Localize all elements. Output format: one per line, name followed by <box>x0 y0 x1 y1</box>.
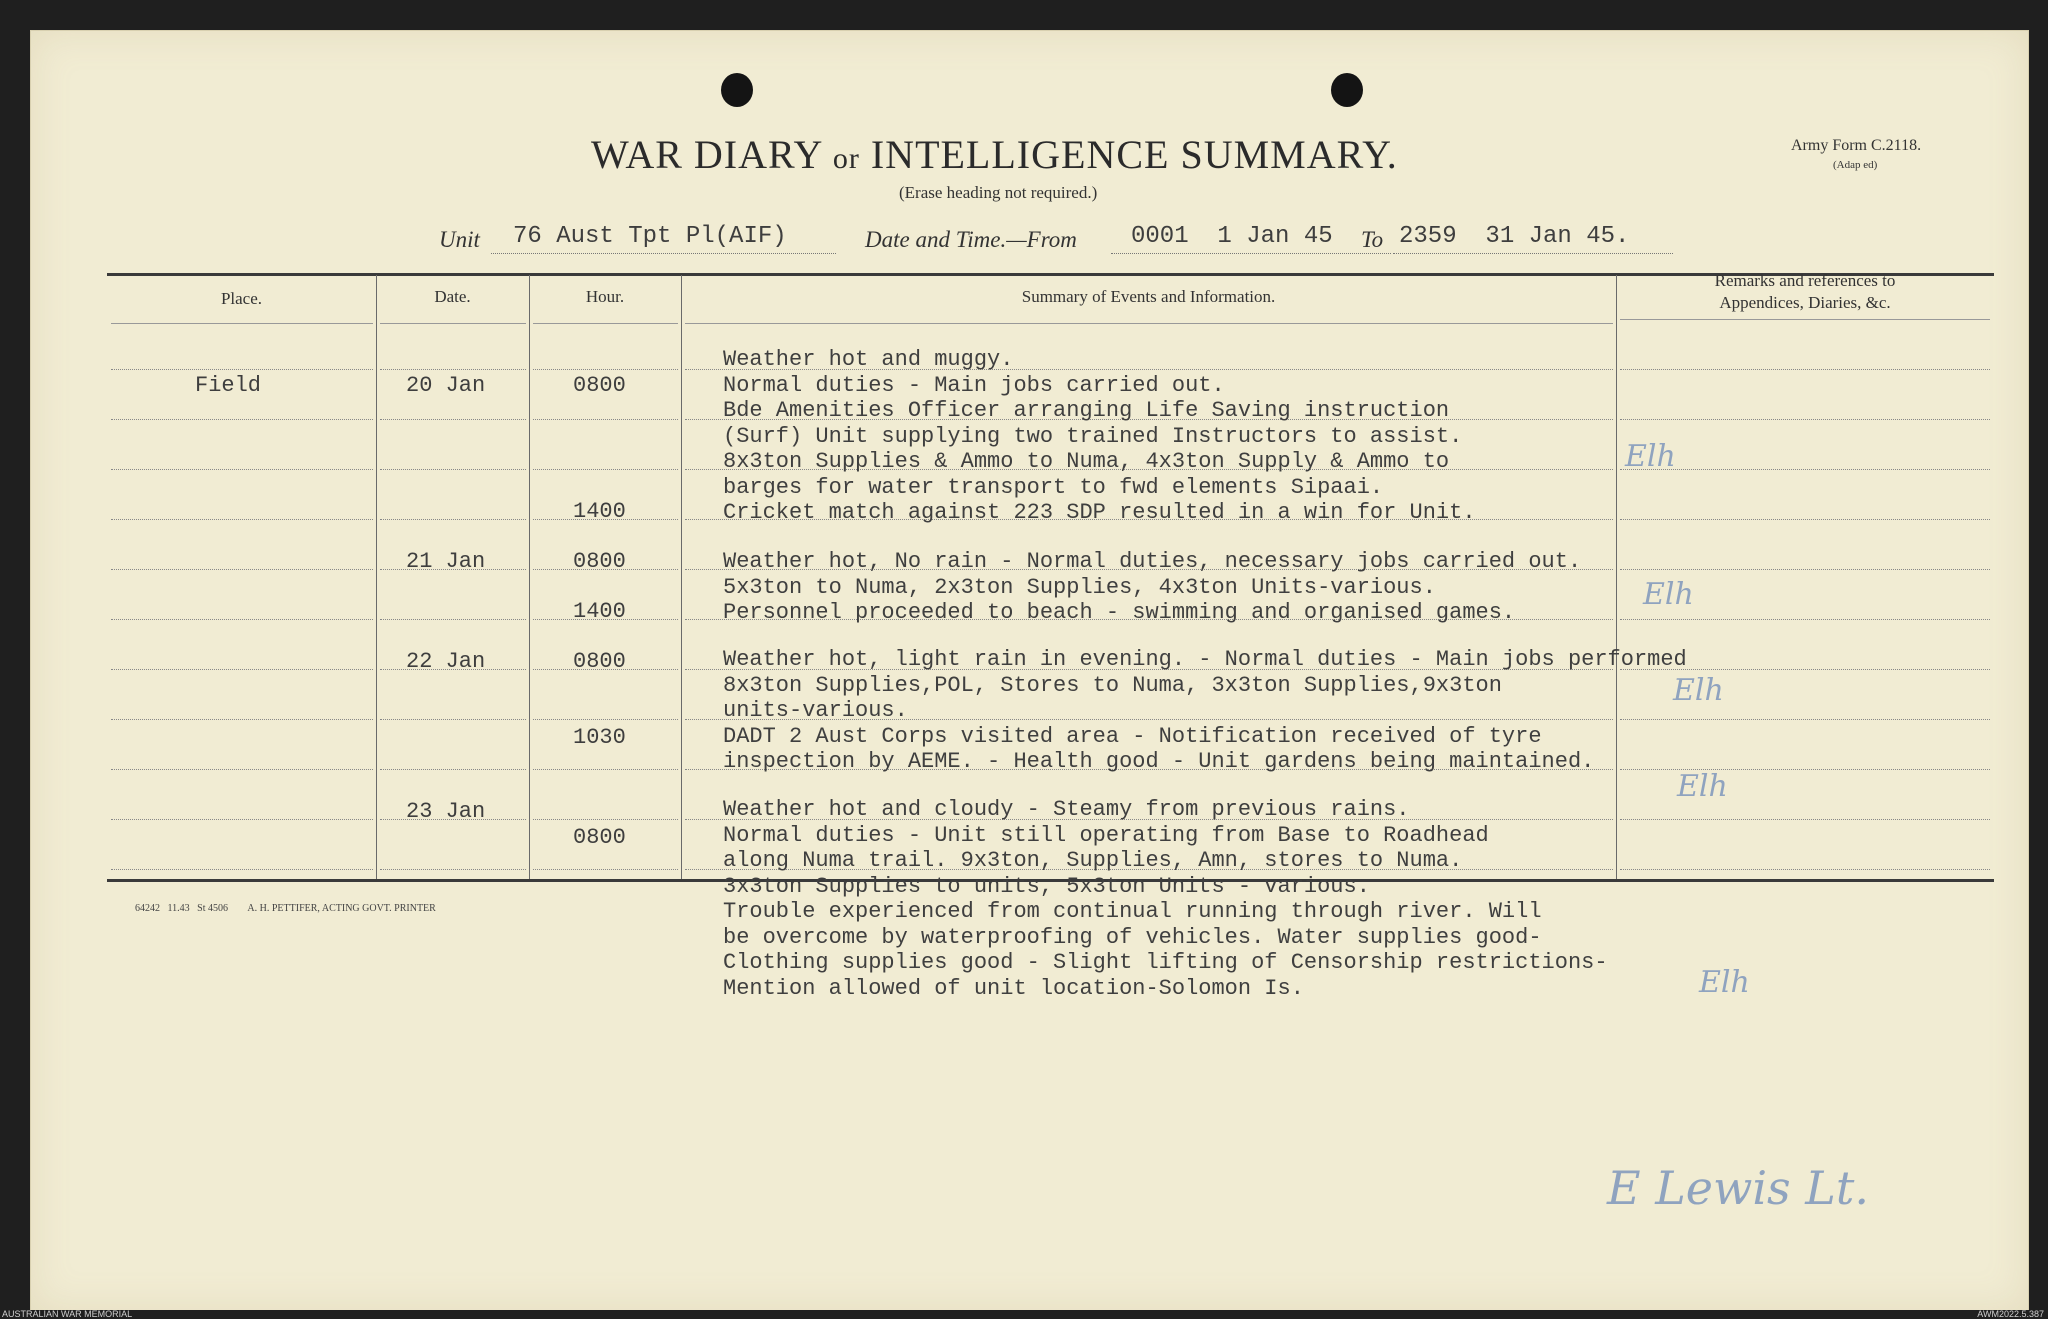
row-rule <box>111 369 373 370</box>
row-rule <box>111 619 373 620</box>
summary-line: Weather hot and muggy. <box>723 347 1014 372</box>
column-divider <box>1616 275 1617 879</box>
initials-mark: Elh <box>1643 577 1694 612</box>
row-rule <box>380 619 526 620</box>
row-rule <box>380 469 526 470</box>
header-underline <box>533 323 678 324</box>
title-part2: INTELLIGENCE SUMMARY. <box>870 132 1398 177</box>
summary-block-21-jan <box>723 549 1581 626</box>
summary-line: 8x3ton Supplies,POL, Stores to Numa, 3x3ton Supplies,9x3ton <box>723 672 1502 698</box>
summary-line: Weather hot, No rain - Normal duties, necessary jobs carried out. <box>723 549 1582 574</box>
unit-value: 76 Aust Tpt Pl(AIF) <box>513 223 787 250</box>
row-rule <box>533 719 678 720</box>
header-place: Place. <box>220 289 263 308</box>
army-form-label: Army Form C.2118. <box>1791 137 1922 154</box>
officer-signature: E Lewis Lt. <box>1607 1161 1869 1215</box>
date-cell: 22 Jan <box>406 649 486 674</box>
row-rule <box>380 869 526 870</box>
row-rule <box>111 669 373 670</box>
row-rule <box>111 819 373 820</box>
archive-footer-bar <box>0 1310 2048 1319</box>
to-underline <box>1393 253 1673 254</box>
initials-mark: Elh <box>1699 965 1750 1000</box>
summary-line: Weather hot and cloudy - Steamy from previous rains. <box>723 797 1410 822</box>
row-rule <box>533 469 678 470</box>
summary-line: Personnel proceeded to beach - swimming and organised games. <box>723 600 1516 625</box>
row-rule <box>1620 819 1990 820</box>
initials-mark: Elh <box>1673 673 1724 708</box>
row-rule <box>111 769 373 770</box>
date-time-label: Date and Time.—From <box>865 227 1077 252</box>
column-divider <box>376 275 377 879</box>
column-divider <box>681 275 682 879</box>
summary-line: 5x3ton to Numa, 2x3ton Supplies, 4x3ton Units-various. <box>723 574 1436 600</box>
row-rule <box>1620 519 1990 520</box>
punch-hole <box>1331 73 1363 107</box>
header-underline <box>380 323 526 324</box>
to-label: To <box>1361 227 1384 252</box>
row-rule <box>533 769 678 770</box>
summary-line: barges for water transport to fwd elements Sipaai. <box>723 474 1384 500</box>
summary-line: Mention allowed of unit location-Solomon Is. <box>723 975 1304 1001</box>
header-summary: Summary of Events and Information. <box>1021 287 1276 306</box>
unit-label: Unit <box>439 227 480 252</box>
row-rule <box>111 869 373 870</box>
summary-line: Normal duties - Main jobs carried out. <box>723 372 1225 398</box>
archive-credit: AUSTRALIAN WAR MEMORIAL <box>2 1309 133 1319</box>
summary-line: along Numa trail. 9x3ton, Supplies, Amn, stores to Numa. <box>723 848 1463 873</box>
row-rule <box>380 369 526 370</box>
row-rule <box>533 419 678 420</box>
row-rule <box>111 719 373 720</box>
archive-reference: AWM2022.5.387 <box>1977 1309 2044 1319</box>
form-title <box>591 131 1398 178</box>
header-remarks-2: Appendices, Diaries, &c. <box>1719 293 1891 312</box>
header-underline <box>111 323 373 324</box>
row-rule <box>533 819 678 820</box>
summary-line: inspection by AEME. - Health good - Unit gardens being maintained. <box>723 749 1595 774</box>
row-rule <box>1620 569 1990 570</box>
from-value: 0001 1 Jan 45 <box>1131 223 1333 250</box>
row-rule <box>111 469 373 470</box>
header-date: Date. <box>434 287 471 306</box>
header-underline <box>1620 319 1990 320</box>
header-hour: Hour. <box>585 287 625 306</box>
header-underline <box>685 323 1613 324</box>
summary-line: 8x3ton Supplies & Ammo to Numa, 4x3ton Supply & Ammo to <box>723 449 1450 474</box>
date-cell: 23 Jan <box>406 799 486 824</box>
summary-line: (Surf) Unit supplying two trained Instructors to assist. <box>723 423 1463 449</box>
summary-block-22-jan <box>723 647 1687 775</box>
from-underline <box>1111 253 1391 254</box>
summary-line: Clothing supplies good - Slight lifting of Censorship restrictions- <box>723 950 1608 975</box>
row-rule <box>111 569 373 570</box>
row-rule <box>111 419 373 420</box>
hour-cell: 1400 <box>573 599 626 624</box>
summary-line: units-various. <box>723 698 908 723</box>
row-rule <box>380 419 526 420</box>
row-rule <box>1620 419 1990 420</box>
row-rule <box>380 769 526 770</box>
summary-line: Normal duties - Unit still operating from Base to Roadhead <box>723 822 1489 848</box>
punch-hole <box>721 73 753 107</box>
summary-line: Bde Amenities Officer arranging Life Saving instruction <box>723 398 1450 423</box>
hour-cell: 1030 <box>573 725 626 750</box>
summary-block-20-jan <box>723 347 1476 526</box>
hour-cell: 1400 <box>573 499 626 524</box>
hour-cell: 0800 <box>573 649 626 674</box>
summary-block-23-jan <box>723 797 1608 1001</box>
summary-line: DADT 2 Aust Corps visited area - Notification received of tyre <box>723 723 1542 749</box>
column-divider <box>529 275 530 879</box>
summary-line: Cricket match against 223 SDP resulted in a win for Unit. <box>723 500 1476 525</box>
row-rule <box>1620 619 1990 620</box>
army-form-sub: (Adap ed) <box>1833 159 1878 171</box>
row-rule <box>1620 369 1990 370</box>
summary-line: 3x3ton Supplies to units, 5x3ton Units - various. <box>723 873 1370 899</box>
initials-mark: Elh <box>1677 769 1728 804</box>
unit-underline <box>491 253 836 254</box>
row-rule <box>380 719 526 720</box>
place-cell: Field <box>195 373 262 398</box>
form-subtitle: (Erase heading not required.) <box>899 183 1098 202</box>
to-value: 2359 31 Jan 45. <box>1399 223 1630 250</box>
date-cell: 20 Jan <box>406 373 486 398</box>
row-rule <box>111 519 373 520</box>
hour-cell: 0800 <box>573 825 626 850</box>
row-rule <box>380 519 526 520</box>
printer-imprint: 64242 11.43 St 4506 A. H. PETTIFER, ACTING GOVT. PRINTER <box>135 903 436 914</box>
summary-line: be overcome by waterproofing of vehicles. Water supplies good- <box>723 924 1542 950</box>
header-remarks-1: Remarks and references to <box>1714 271 1896 290</box>
title-or: or <box>832 142 860 175</box>
row-rule <box>1620 869 1990 870</box>
hour-cell: 0800 <box>573 549 626 574</box>
hour-cell: 0800 <box>573 373 626 398</box>
diary-sheet <box>30 30 2029 1312</box>
summary-line: Weather hot, light rain in evening. - Normal duties - Main jobs performed <box>723 647 1687 672</box>
title-part1: WAR DIARY <box>591 132 822 177</box>
summary-line: Trouble experienced from continual running through river. Will <box>723 899 1542 924</box>
date-cell: 21 Jan <box>406 549 486 574</box>
row-rule <box>533 869 678 870</box>
initials-mark: Elh <box>1625 439 1676 474</box>
row-rule <box>533 369 678 370</box>
